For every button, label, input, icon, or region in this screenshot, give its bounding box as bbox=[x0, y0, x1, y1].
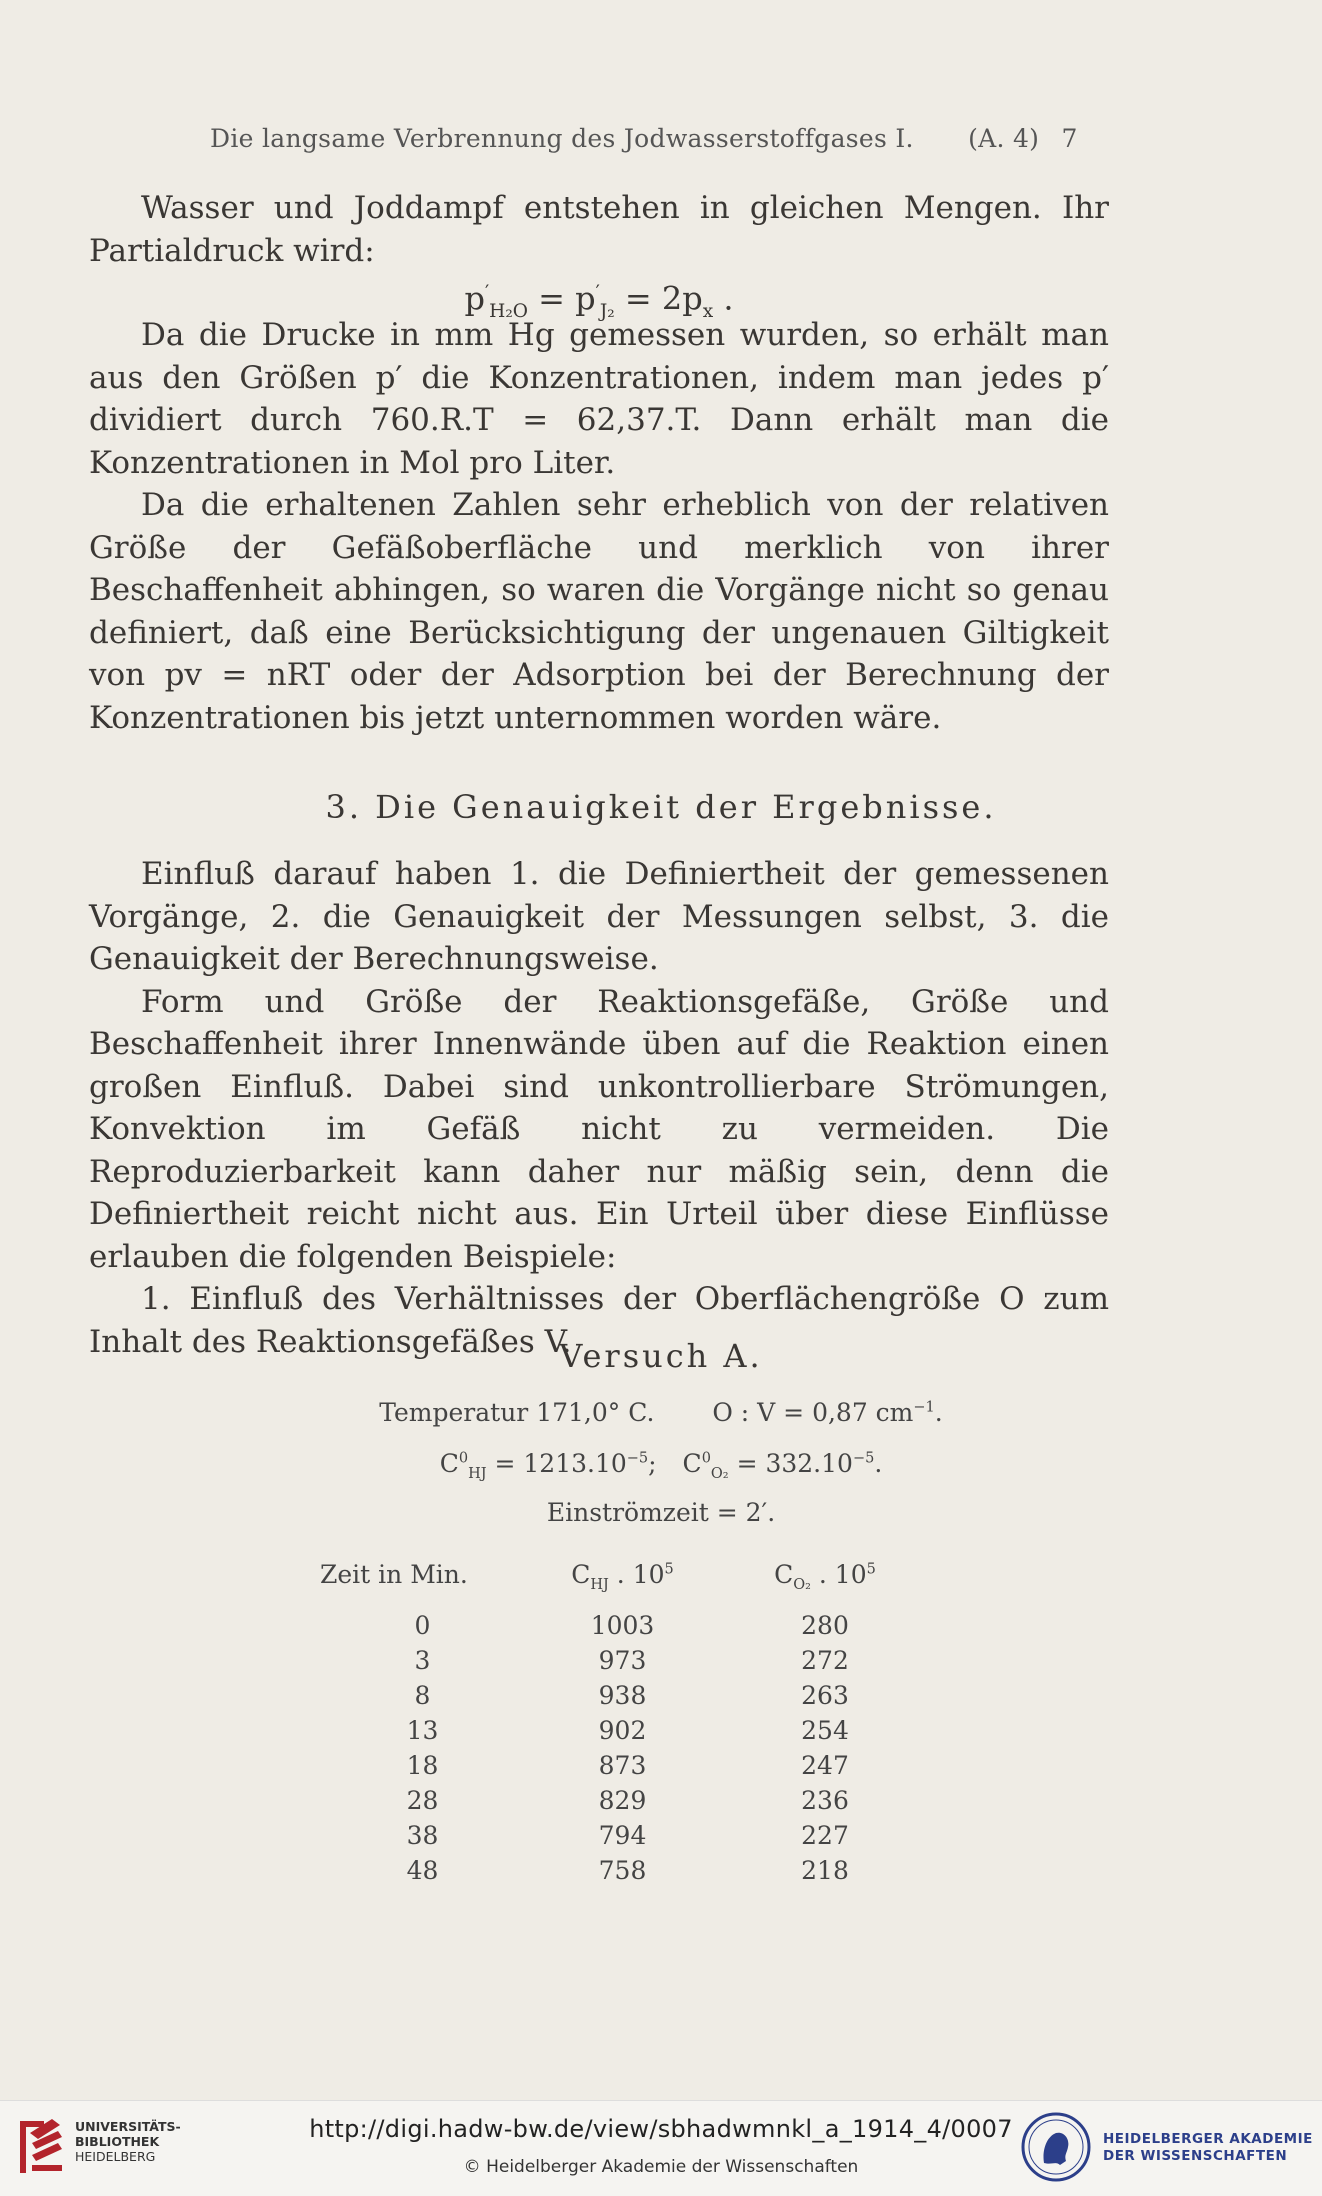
cell-time: 38 bbox=[406, 1821, 439, 1850]
experiment-initial-concentrations: $C^0_{HJ} = 1213.10^{-5}$; $C^0_{O_2} = 332.10^{-5}$. bbox=[439, 1449, 883, 1482]
academy-seal-icon[interactable] bbox=[1020, 2111, 1092, 2183]
cell-c-o2: 218 bbox=[801, 1856, 849, 1885]
permalink-url[interactable]: http://digi.hadw-bw.de/view/sbhadwmnkl_a_1914_4/0007 bbox=[309, 2115, 1013, 2143]
header-title: Die langsame Verbrennung des Jodwasserstoffgases I. bbox=[210, 124, 914, 153]
university-library-name: UNIVERSITÄTS- BIBLIOTHEK HEIDELBERG bbox=[75, 2119, 181, 2164]
cell-c-o2: 280 bbox=[801, 1611, 849, 1640]
formula-partial-pressure: $p'_{H_2O} = p'_{J_2} = 2p_x$ . bbox=[464, 279, 734, 323]
col-header-time: Zeit in Min. bbox=[320, 1560, 468, 1589]
cell-c-hj: 873 bbox=[598, 1751, 647, 1780]
copyright-notice: © Heidelberger Akademie der Wissenschaften bbox=[463, 2157, 859, 2177]
cell-c-o2: 227 bbox=[801, 1821, 849, 1850]
cell-c-o2: 254 bbox=[801, 1716, 849, 1745]
section-heading: 3. Die Genauigkeit der Ergebnisse. bbox=[325, 788, 997, 826]
cell-time: 48 bbox=[406, 1856, 439, 1885]
data-table bbox=[320, 1560, 930, 1888]
cell-time: 8 bbox=[414, 1681, 431, 1710]
col-header-c-o2: $C_{O_2}$ . $10^5$ bbox=[774, 1560, 876, 1593]
cell-c-o2: 263 bbox=[801, 1681, 849, 1710]
running-header bbox=[210, 124, 1110, 153]
col-header-c-hj: $C_{HJ}$ . $10^5$ bbox=[571, 1560, 674, 1593]
table-row bbox=[320, 1783, 930, 1818]
paragraph-3: Da die erhaltenen Zahlen sehr erheblich von der relativen Größe der Gefäßoberfläche und merklich von ihrer Beschaffenheit abhingen, so waren die Vorgänge nicht so genau definiert, daß eine Berücksichtigung der ungenauen Giltigkeit von pv = nRT oder der Adsorption bei der Berechnung der Konzentrationen bis jetzt unternommen worden wäre. bbox=[89, 487, 1109, 736]
footer-bar bbox=[0, 2100, 1322, 2196]
cell-c-hj: 973 bbox=[598, 1646, 647, 1675]
cell-time: 13 bbox=[406, 1716, 439, 1745]
header-ref: (A. 4) bbox=[968, 124, 1040, 153]
cell-c-hj: 902 bbox=[598, 1716, 647, 1745]
table-row bbox=[320, 1643, 930, 1678]
table-row bbox=[320, 1713, 930, 1748]
experiment-title: Versuch A. bbox=[559, 1337, 763, 1375]
paragraph-2: Da die Drucke in mm Hg gemessen wurden, so erhält man aus den Größen p′ die Konzentrationen, indem man jedes p′ dividiert durch 760.R.T = 62,37.T. Dann erhält man die Konzentrationen in Mol pro Liter. bbox=[89, 317, 1109, 481]
paragraph-1-line-1: Wasser und Joddampf entstehen in gleichen Mengen. Ihr bbox=[141, 190, 1109, 226]
table-row bbox=[320, 1748, 930, 1783]
cell-c-o2: 272 bbox=[801, 1646, 849, 1675]
cell-time: 28 bbox=[406, 1786, 439, 1815]
cell-c-hj: 758 bbox=[598, 1856, 647, 1885]
page-number: 7 bbox=[1061, 124, 1078, 153]
cell-c-o2: 247 bbox=[801, 1751, 849, 1780]
cell-c-hj: 829 bbox=[598, 1786, 647, 1815]
cell-c-hj: 794 bbox=[598, 1821, 647, 1850]
experiment-conditions: Temperatur 171,0° C. O : V = 0,87 $cm^{-1}$. bbox=[379, 1398, 943, 1427]
paragraph-5: Form und Größe der Reaktionsgefäße, Größe und Beschaffenheit ihrer Innenwände üben auf die Reaktion einen großen Einfluß. Dabei sind unkontrollierbare Strömungen, Konvektion im Gefäß nicht zu vermeiden. Die Reproduzierbarkeit kann daher nur mäßig sein, denn die Definiertheit reicht nicht aus. Ein Urteil über diese Einflüsse erlauben die folgenden Beispiele: bbox=[89, 983, 1109, 1275]
paragraph-1-line-2: Partialdruck wird: bbox=[89, 232, 375, 269]
cell-time: 18 bbox=[406, 1751, 439, 1780]
table-row bbox=[320, 1678, 930, 1713]
body-text-top bbox=[89, 187, 1109, 739]
cell-c-o2: 236 bbox=[801, 1786, 849, 1815]
cell-c-hj: 1003 bbox=[590, 1611, 655, 1640]
academy-name: HEIDELBERGER AKADEMIE DER WISSENSCHAFTEN bbox=[1103, 2131, 1313, 2164]
paragraph-6: 1. Einfluß des Verhältnisses der Oberflächengröße O zum Inhalt des Reaktionsgefäßes V. bbox=[89, 1281, 1109, 1360]
table-row bbox=[320, 1853, 930, 1888]
table-row bbox=[320, 1818, 930, 1853]
cell-time: 0 bbox=[414, 1611, 431, 1640]
cell-c-hj: 938 bbox=[598, 1681, 647, 1710]
table-row bbox=[320, 1608, 930, 1643]
paragraph-4: Einfluß darauf haben 1. die Definiertheit der gemessenen Vorgänge, 2. die Genauigkeit der Messungen selbst, 3. die Genauigkeit der Berechnungsweise. bbox=[89, 856, 1109, 977]
cell-time: 3 bbox=[414, 1646, 431, 1675]
table-header-row bbox=[320, 1560, 930, 1608]
experiment-inflow-time: Einströmzeit = 2′. bbox=[546, 1498, 776, 1527]
body-text-section bbox=[89, 853, 1109, 1363]
